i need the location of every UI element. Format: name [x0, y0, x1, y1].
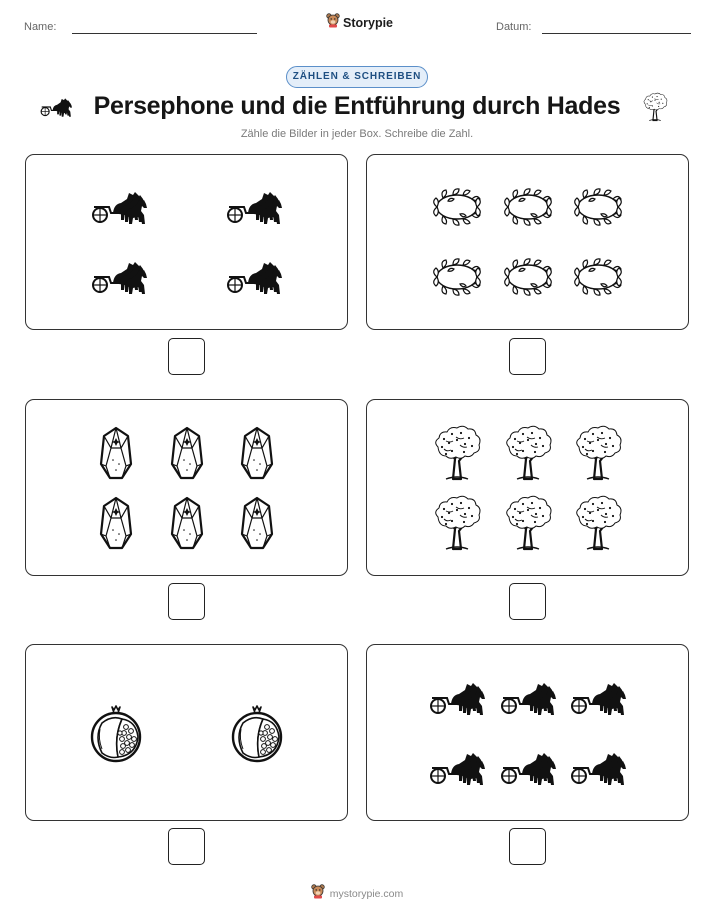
- crystal-icon: [98, 496, 134, 550]
- instruction-text: Zähle die Bilder in jeder Box. Schreibe die Zahl.: [240, 128, 474, 140]
- answer-box-6[interactable]: [509, 828, 546, 865]
- name-line[interactable]: [72, 33, 257, 34]
- chariot-icon: [570, 678, 626, 718]
- count-box-wreaths: [366, 154, 689, 330]
- answer-box-2[interactable]: [509, 338, 546, 375]
- name-label: Name:: [24, 21, 57, 33]
- tree-icon: [432, 495, 482, 551]
- tree-icon: [503, 495, 553, 551]
- count-box-trees: [366, 399, 689, 576]
- crystal-icon: [169, 426, 205, 480]
- crystal-icon: [239, 496, 275, 550]
- tree-icon: [573, 425, 623, 481]
- bear-mascot-icon: [326, 13, 340, 33]
- footer: [0, 884, 714, 904]
- answer-box-1[interactable]: [168, 338, 205, 375]
- answer-box-4[interactable]: [509, 583, 546, 620]
- date-label: Datum:: [496, 21, 532, 33]
- chariot-icon: [500, 748, 556, 788]
- brand-name: Storypie: [343, 16, 394, 30]
- answer-box-3[interactable]: [168, 583, 205, 620]
- tree-icon: [503, 425, 553, 481]
- laurel-wreath-icon: [570, 187, 626, 227]
- chariot-icon: [429, 678, 485, 718]
- laurel-wreath-icon: [500, 257, 556, 297]
- crystal-icon: [169, 496, 205, 550]
- laurel-wreath-icon: [429, 187, 485, 227]
- laurel-wreath-icon: [570, 257, 626, 297]
- page-title: Persephone und die Entführung durch Hades: [93, 92, 621, 120]
- count-box-chariots-2: [366, 644, 689, 821]
- chariot-icon: [91, 187, 147, 227]
- brand-logo: [326, 13, 393, 33]
- footer-site: mystorypie.com: [329, 888, 404, 900]
- chariot-icon: [429, 748, 485, 788]
- crystal-icon: [239, 426, 275, 480]
- pomegranate-icon: [229, 703, 285, 763]
- answer-box-5[interactable]: [168, 828, 205, 865]
- chariot-icon: [226, 187, 282, 227]
- category-badge: ZÄHLEN & SCHREIBEN: [286, 66, 428, 88]
- chariot-icon: [570, 748, 626, 788]
- tree-icon: [432, 425, 482, 481]
- bear-mascot-icon: [311, 884, 325, 904]
- tree-icon: [573, 495, 623, 551]
- laurel-wreath-icon: [429, 257, 485, 297]
- tree-icon: [642, 92, 668, 127]
- chariot-icon: [226, 257, 282, 297]
- laurel-wreath-icon: [500, 187, 556, 227]
- count-box-crystals: [25, 399, 348, 576]
- count-box-chariots: [25, 154, 348, 330]
- chariot-icon: [91, 257, 147, 297]
- count-box-pomegranates: [25, 644, 348, 821]
- pomegranate-icon: [88, 703, 144, 763]
- chariot-icon: [500, 678, 556, 718]
- crystal-icon: [98, 426, 134, 480]
- date-line[interactable]: [542, 33, 691, 34]
